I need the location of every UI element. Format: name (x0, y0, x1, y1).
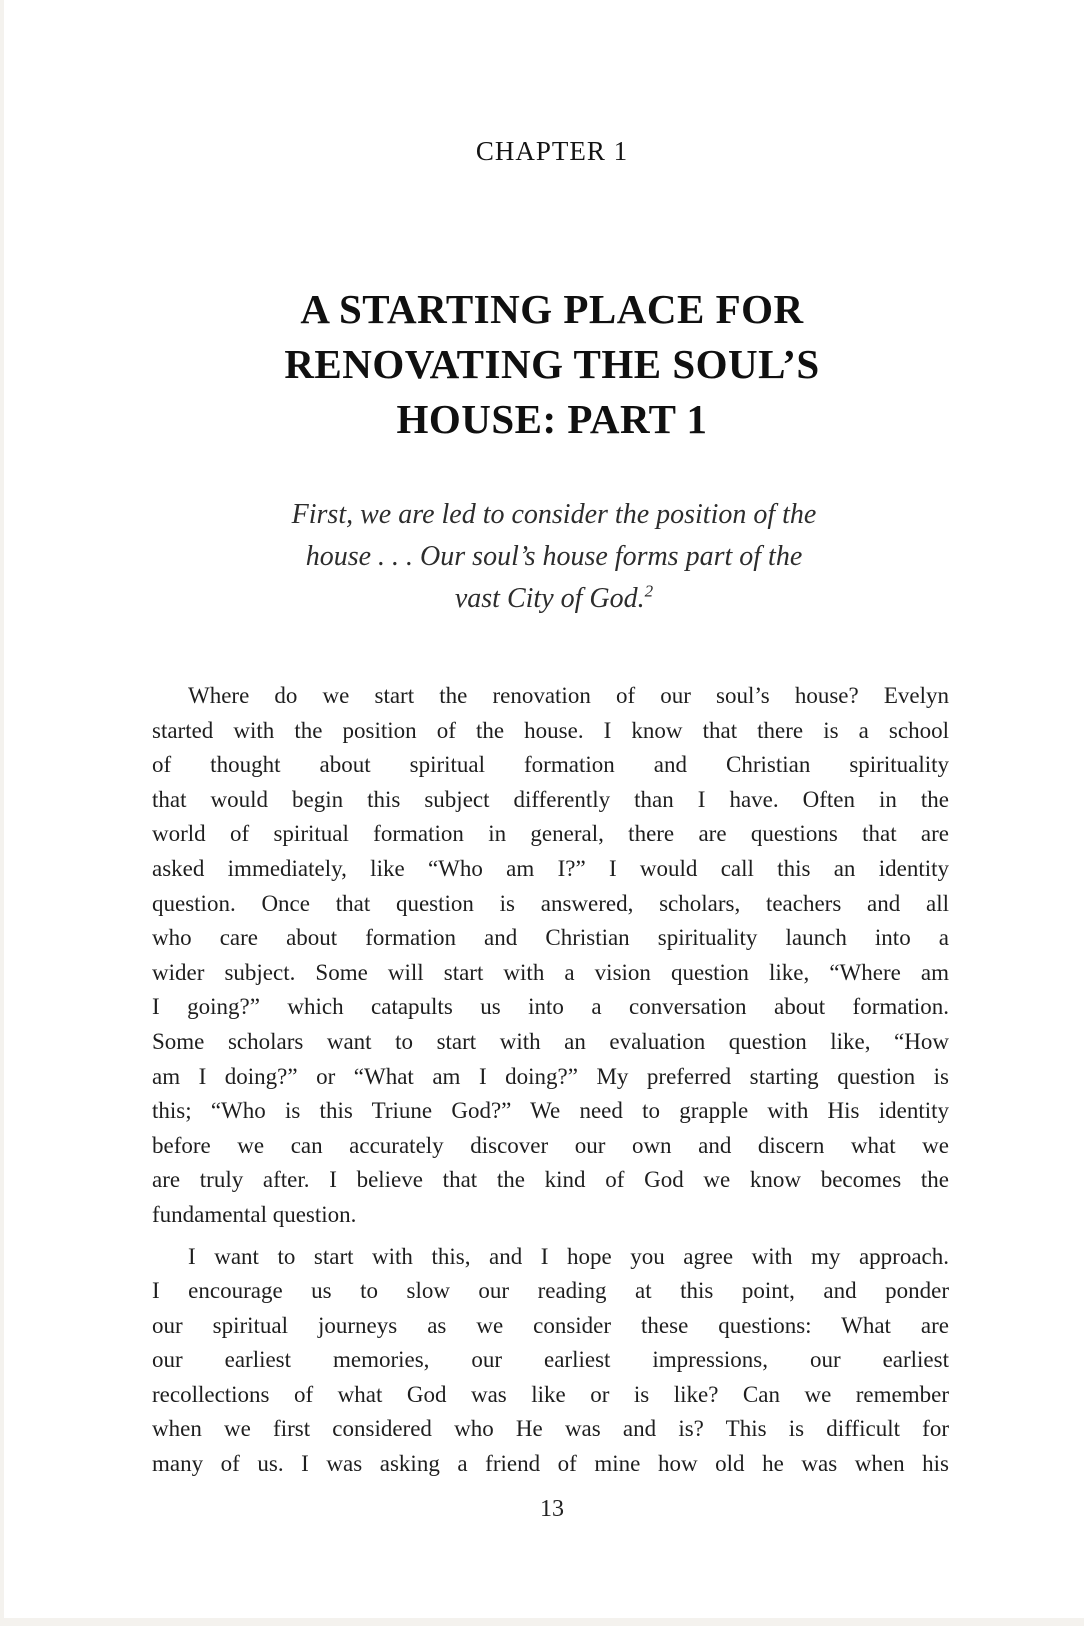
body-line: am I doing?” or “What am I doing?” My preferred starting question is (152, 1063, 949, 1089)
page-bottom-edge (0, 1618, 1084, 1626)
body-line: before we can accurately discover our own and discern what we (152, 1132, 949, 1158)
body-line: our spiritual journeys as we consider these questions: What are (152, 1312, 949, 1338)
epigraph-line (204, 578, 904, 620)
body-line: wider subject. Some will start with a vision question like, “Where am (152, 959, 949, 985)
body-line: started with the position of the house. I know that there is a school (152, 717, 949, 743)
body-line: recollections of what God was like or is like? Can we remember (152, 1381, 949, 1407)
body-line: of thought about spiritual formation and Christian spirituality (152, 752, 949, 778)
body-line: Some scholars want to start with an evaluation question like, “How (152, 1028, 949, 1054)
body-line: who care about formation and Christian spirituality launch into a (152, 925, 949, 951)
paragraph (152, 1240, 949, 1482)
body-line: I encourage us to slow our reading at this point, and ponder (152, 1278, 949, 1304)
epigraph-line: First, we are led to consider the position of the (291, 499, 817, 530)
body-line: world of spiritual formation in general, there are questions that are (152, 821, 949, 847)
page-left-edge (0, 0, 4, 1626)
body-line: asked immediately, like “Who am I?” I would call this an identity (152, 855, 949, 881)
chapter-title (142, 282, 962, 447)
chapter-heading: CHAPTER 1 (475, 136, 629, 166)
page-number: 13 (540, 1496, 564, 1522)
body-line: that would begin this subject differently than I have. Often in the (152, 786, 949, 812)
chapter-title-line: HOUSE: PART 1 (396, 396, 708, 442)
epigraph-footnote-ref: 2 (644, 581, 654, 601)
body-line: question. Once that question is answered, scholars, teachers and all (152, 890, 949, 916)
body-line: fundamental question. (152, 1201, 357, 1227)
epigraph-line-text: vast City of God. (454, 583, 645, 614)
chapter-title-line: A STARTING PLACE FOR (300, 286, 804, 332)
body-line: are truly after. I believe that the kind of God we know becomes the (152, 1167, 949, 1193)
epigraph (204, 494, 904, 620)
body-line: Where do we start the renovation of our soul’s house? Evelyn (188, 683, 949, 708)
chapter-title-line: RENOVATING THE SOUL’S (284, 341, 820, 387)
body-text (152, 679, 949, 1482)
body-line: this; “Who is this Triune God?” We need to grapple with His identity (152, 1098, 949, 1124)
paragraph (152, 679, 949, 1233)
body-line: many of us. I was asking a friend of mine how old he was when his (152, 1451, 949, 1477)
epigraph-line: house . . . Our soul’s house forms part of the (305, 541, 803, 572)
body-line: I want to start with this, and I hope you agree with my approach. (188, 1243, 949, 1269)
body-line: I going?” which catapults us into a conversation about formation. (152, 994, 949, 1020)
body-line: when we first considered who He was and is? This is difficult for (152, 1416, 949, 1442)
body-line: our earliest memories, our earliest impressions, our earliest (152, 1347, 949, 1373)
